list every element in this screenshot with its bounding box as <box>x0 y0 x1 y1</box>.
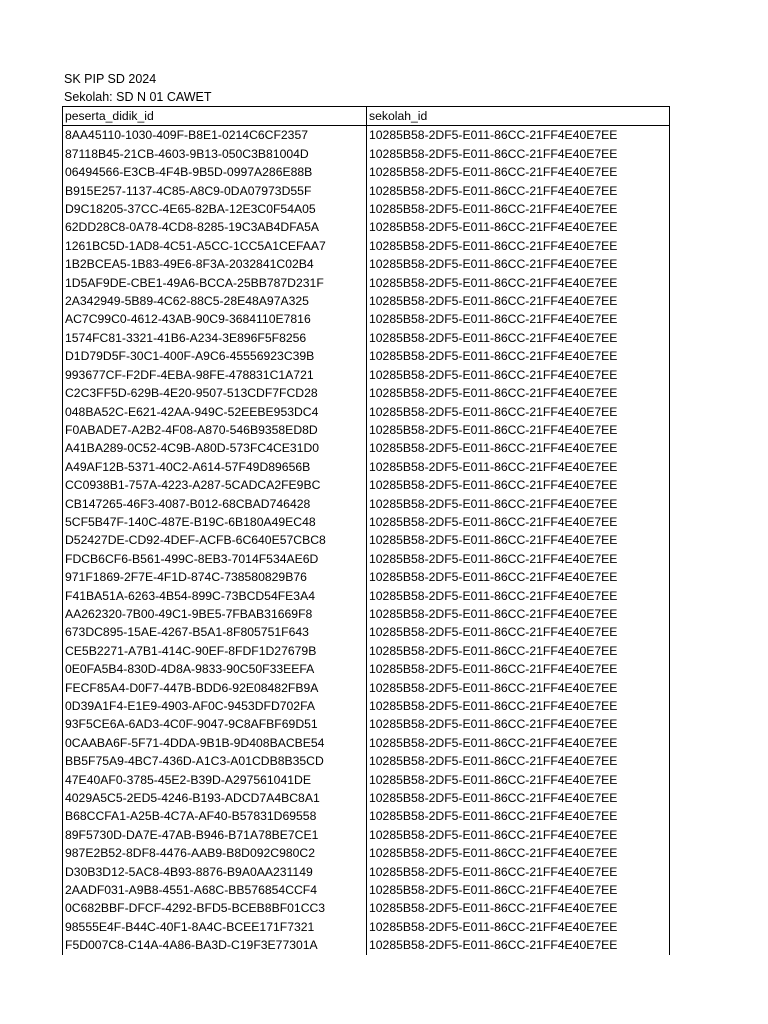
peserta-didik-id-cell: 048BA52C-E621-42AA-949C-52EEBE953DC4 <box>63 403 367 421</box>
peserta-didik-id-cell: 1261BC5D-1AD8-4C51-A5CC-1CC5A1CEFAA7 <box>63 237 367 255</box>
sekolah-id-cell: 10285B58-2DF5-E011-86CC-21FF4E40E7EE <box>367 918 670 936</box>
sekolah-id-cell: 10285B58-2DF5-E011-86CC-21FF4E40E7EE <box>367 826 670 844</box>
peserta-didik-id-cell: 1574FC81-3321-41B6-A234-3E896F5F8256 <box>63 329 367 347</box>
table-row <box>63 403 670 421</box>
table-row <box>63 310 670 328</box>
sekolah-id-cell: 10285B58-2DF5-E011-86CC-21FF4E40E7EE <box>367 623 670 641</box>
column-header-peserta-didik-id: peserta_didik_id <box>63 107 367 126</box>
table-row <box>63 476 670 494</box>
sekolah-id-cell: 10285B58-2DF5-E011-86CC-21FF4E40E7EE <box>367 679 670 697</box>
table-row <box>63 844 670 862</box>
peserta-didik-id-cell: 0E0FA5B4-830D-4D8A-9833-90C50F33EEFA <box>63 660 367 678</box>
sekolah-id-cell: 10285B58-2DF5-E011-86CC-21FF4E40E7EE <box>367 752 670 770</box>
sekolah-id-cell: 10285B58-2DF5-E011-86CC-21FF4E40E7EE <box>367 863 670 881</box>
peserta-didik-id-cell: CE5B2271-A7B1-414C-90EF-8FDF1D27679B <box>63 642 367 660</box>
peserta-didik-id-cell: C2C3FF5D-629B-4E20-9507-513CDF7FCD28 <box>63 384 367 402</box>
peserta-didik-id-cell: 673DC895-15AE-4267-B5A1-8F805751F643 <box>63 623 367 641</box>
sekolah-id-cell: 10285B58-2DF5-E011-86CC-21FF4E40E7EE <box>367 936 670 954</box>
table-row <box>63 679 670 697</box>
peserta-didik-id-cell: FDCB6CF6-B561-499C-8EB3-7014F534AE6D <box>63 550 367 568</box>
table-row <box>63 218 670 236</box>
table-row <box>63 126 670 145</box>
peserta-didik-id-cell: 971F1869-2F7E-4F1D-874C-738580829B76 <box>63 568 367 586</box>
peserta-didik-id-cell: 93F5CE6A-6AD3-4C0F-9047-9C8AFBF69D51 <box>63 715 367 733</box>
sekolah-id-cell: 10285B58-2DF5-E011-86CC-21FF4E40E7EE <box>367 789 670 807</box>
sekolah-id-cell: 10285B58-2DF5-E011-86CC-21FF4E40E7EE <box>367 642 670 660</box>
table-row <box>63 274 670 292</box>
sekolah-id-cell: 10285B58-2DF5-E011-86CC-21FF4E40E7EE <box>367 292 670 310</box>
peserta-didik-id-cell: 5CF5B47F-140C-487E-B19C-6B180A49EC48 <box>63 513 367 531</box>
sekolah-id-cell: 10285B58-2DF5-E011-86CC-21FF4E40E7EE <box>367 587 670 605</box>
sekolah-id-cell: 10285B58-2DF5-E011-86CC-21FF4E40E7EE <box>367 734 670 752</box>
peserta-didik-id-cell: 62DD28C8-0A78-4CD8-8285-19C3AB4DFA5A <box>63 218 367 236</box>
peserta-didik-id-cell: B915E257-1137-4C85-A8C9-0DA07973D55F <box>63 182 367 200</box>
sekolah-id-cell: 10285B58-2DF5-E011-86CC-21FF4E40E7EE <box>367 715 670 733</box>
sekolah-id-cell: 10285B58-2DF5-E011-86CC-21FF4E40E7EE <box>367 771 670 789</box>
table-row <box>63 863 670 881</box>
peserta-didik-id-cell: A49AF12B-5371-40C2-A614-57F49D89656B <box>63 458 367 476</box>
sekolah-id-cell: 10285B58-2DF5-E011-86CC-21FF4E40E7EE <box>367 881 670 899</box>
table-row <box>63 200 670 218</box>
table-row <box>63 439 670 457</box>
peserta-didik-id-cell: 47E40AF0-3785-45E2-B39D-A297561041DE <box>63 771 367 789</box>
document-page <box>62 70 682 955</box>
table-row <box>63 899 670 917</box>
table-row <box>63 237 670 255</box>
table-row <box>63 145 670 163</box>
peserta-didik-id-cell: 0C682BBF-DFCF-4292-BFD5-BCEB8BF01CC3 <box>63 899 367 917</box>
peserta-didik-id-cell: F41BA51A-6263-4B54-899C-73BCD54FE3A4 <box>63 587 367 605</box>
table-row <box>63 255 670 273</box>
sekolah-id-cell: 10285B58-2DF5-E011-86CC-21FF4E40E7EE <box>367 366 670 384</box>
peserta-didik-id-cell: CB147265-46F3-4087-B012-68CBAD746428 <box>63 495 367 513</box>
sekolah-id-cell: 10285B58-2DF5-E011-86CC-21FF4E40E7EE <box>367 495 670 513</box>
table-row <box>63 605 670 623</box>
peserta-didik-id-cell: 0CAABA6F-5F71-4DDA-9B1B-9D408BACBE54 <box>63 734 367 752</box>
table-row <box>63 182 670 200</box>
table-row <box>63 918 670 936</box>
peserta-didik-id-cell: 987E2B52-8DF8-4476-AAB9-B8D092C980C2 <box>63 844 367 862</box>
sekolah-id-cell: 10285B58-2DF5-E011-86CC-21FF4E40E7EE <box>367 899 670 917</box>
document-title: SK PIP SD 2024 <box>64 72 157 86</box>
peserta-didik-id-cell: 0D39A1F4-E1E9-4903-AF0C-9453DFD702FA <box>63 697 367 715</box>
peserta-didik-id-cell: D1D79D5F-30C1-400F-A9C6-45556923C39B <box>63 347 367 365</box>
peserta-didik-id-cell: 993677CF-F2DF-4EBA-98FE-478831C1A721 <box>63 366 367 384</box>
sekolah-id-cell: 10285B58-2DF5-E011-86CC-21FF4E40E7EE <box>367 568 670 586</box>
table-row <box>63 292 670 310</box>
peserta-didik-id-cell: 98555E4F-B44C-40F1-8A4C-BCEE171F7321 <box>63 918 367 936</box>
peserta-didik-id-cell: BB5F75A9-4BC7-436D-A1C3-A01CDB8B35CD <box>63 752 367 770</box>
sekolah-id-cell: 10285B58-2DF5-E011-86CC-21FF4E40E7EE <box>367 347 670 365</box>
sekolah-id-cell: 10285B58-2DF5-E011-86CC-21FF4E40E7EE <box>367 458 670 476</box>
sekolah-id-cell: 10285B58-2DF5-E011-86CC-21FF4E40E7EE <box>367 145 670 163</box>
table-row <box>63 568 670 586</box>
peserta-didik-id-cell: F5D007C8-C14A-4A86-BA3D-C19F3E77301A <box>63 936 367 954</box>
peserta-didik-id-cell: AC7C99C0-4612-43AB-90C9-3684110E7816 <box>63 310 367 328</box>
peserta-didik-id-cell: 4029A5C5-2ED5-4246-B193-ADCD7A4BC8A1 <box>63 789 367 807</box>
table-body <box>63 126 670 955</box>
table-row <box>63 623 670 641</box>
sekolah-id-cell: 10285B58-2DF5-E011-86CC-21FF4E40E7EE <box>367 255 670 273</box>
table-row <box>63 752 670 770</box>
table-row <box>63 458 670 476</box>
sekolah-id-cell: 10285B58-2DF5-E011-86CC-21FF4E40E7EE <box>367 476 670 494</box>
data-table <box>62 106 670 955</box>
table-row <box>63 697 670 715</box>
sekolah-id-cell: 10285B58-2DF5-E011-86CC-21FF4E40E7EE <box>367 807 670 825</box>
table-row <box>63 495 670 513</box>
sekolah-id-cell: 10285B58-2DF5-E011-86CC-21FF4E40E7EE <box>367 605 670 623</box>
table-row <box>63 936 670 954</box>
peserta-didik-id-cell: D52427DE-CD92-4DEF-ACFB-6C640E57CBC8 <box>63 531 367 549</box>
table-row <box>63 513 670 531</box>
table-row <box>63 384 670 402</box>
peserta-didik-id-cell: D9C18205-37CC-4E65-82BA-12E3C0F54A05 <box>63 200 367 218</box>
sekolah-id-cell: 10285B58-2DF5-E011-86CC-21FF4E40E7EE <box>367 660 670 678</box>
table-row <box>63 660 670 678</box>
sekolah-id-cell: 10285B58-2DF5-E011-86CC-21FF4E40E7EE <box>367 531 670 549</box>
sekolah-id-cell: 10285B58-2DF5-E011-86CC-21FF4E40E7EE <box>367 182 670 200</box>
peserta-didik-id-cell: FECF85A4-D0F7-447B-BDD6-92E08482FB9A <box>63 679 367 697</box>
sekolah-id-cell: 10285B58-2DF5-E011-86CC-21FF4E40E7EE <box>367 163 670 181</box>
sekolah-id-cell: 10285B58-2DF5-E011-86CC-21FF4E40E7EE <box>367 237 670 255</box>
table-row <box>63 163 670 181</box>
sekolah-id-cell: 10285B58-2DF5-E011-86CC-21FF4E40E7EE <box>367 421 670 439</box>
sekolah-id-cell: 10285B58-2DF5-E011-86CC-21FF4E40E7EE <box>367 550 670 568</box>
peserta-didik-id-cell: F0ABADE7-A2B2-4F08-A870-546B9358ED8D <box>63 421 367 439</box>
peserta-didik-id-cell: 1D5AF9DE-CBE1-49A6-BCCA-25BB787D231F <box>63 274 367 292</box>
table-row <box>63 347 670 365</box>
table-row <box>63 771 670 789</box>
sekolah-id-cell: 10285B58-2DF5-E011-86CC-21FF4E40E7EE <box>367 126 670 145</box>
table-row <box>63 366 670 384</box>
sekolah-id-cell: 10285B58-2DF5-E011-86CC-21FF4E40E7EE <box>367 218 670 236</box>
sekolah-id-cell: 10285B58-2DF5-E011-86CC-21FF4E40E7EE <box>367 200 670 218</box>
peserta-didik-id-cell: 2A342949-5B89-4C62-88C5-28E48A97A325 <box>63 292 367 310</box>
peserta-didik-id-cell: A41BA289-0C52-4C9B-A80D-573FC4CE31D0 <box>63 439 367 457</box>
table-row <box>63 531 670 549</box>
table-row <box>63 881 670 899</box>
table-row <box>63 550 670 568</box>
peserta-didik-id-cell: 1B2BCEA5-1B83-49E6-8F3A-2032841C02B4 <box>63 255 367 273</box>
sekolah-id-cell: 10285B58-2DF5-E011-86CC-21FF4E40E7EE <box>367 439 670 457</box>
peserta-didik-id-cell: 89F5730D-DA7E-47AB-B946-B71A78BE7CE1 <box>63 826 367 844</box>
table-row <box>63 789 670 807</box>
peserta-didik-id-cell: 2AADF031-A9B8-4551-A68C-BB576854CCF4 <box>63 881 367 899</box>
peserta-didik-id-cell: 8AA45110-1030-409F-B8E1-0214C6CF2357 <box>63 126 367 145</box>
sekolah-id-cell: 10285B58-2DF5-E011-86CC-21FF4E40E7EE <box>367 403 670 421</box>
table-row <box>63 329 670 347</box>
table-row <box>63 587 670 605</box>
sekolah-id-cell: 10285B58-2DF5-E011-86CC-21FF4E40E7EE <box>367 384 670 402</box>
table-header-row <box>63 107 670 126</box>
peserta-didik-id-cell: B68CCFA1-A25B-4C7A-AF40-B57831D69558 <box>63 807 367 825</box>
table-row <box>63 734 670 752</box>
sekolah-id-cell: 10285B58-2DF5-E011-86CC-21FF4E40E7EE <box>367 329 670 347</box>
sekolah-id-cell: 10285B58-2DF5-E011-86CC-21FF4E40E7EE <box>367 844 670 862</box>
sekolah-id-cell: 10285B58-2DF5-E011-86CC-21FF4E40E7EE <box>367 310 670 328</box>
peserta-didik-id-cell: 87118B45-21CB-4603-9B13-050C3B81004D <box>63 145 367 163</box>
table-row <box>63 421 670 439</box>
sekolah-id-cell: 10285B58-2DF5-E011-86CC-21FF4E40E7EE <box>367 513 670 531</box>
school-line: Sekolah: SD N 01 CAWET <box>64 90 212 104</box>
peserta-didik-id-cell: 06494566-E3CB-4F4B-9B5D-0997A286E88B <box>63 163 367 181</box>
peserta-didik-id-cell: AA262320-7B00-49C1-9BE5-7FBAB31669F8 <box>63 605 367 623</box>
sekolah-id-cell: 10285B58-2DF5-E011-86CC-21FF4E40E7EE <box>367 697 670 715</box>
table-row <box>63 715 670 733</box>
table-row <box>63 642 670 660</box>
table-row <box>63 807 670 825</box>
column-header-sekolah-id: sekolah_id <box>367 107 670 126</box>
table-row <box>63 826 670 844</box>
sekolah-id-cell: 10285B58-2DF5-E011-86CC-21FF4E40E7EE <box>367 274 670 292</box>
peserta-didik-id-cell: D30B3D12-5AC8-4B93-8876-B9A0AA231149 <box>63 863 367 881</box>
peserta-didik-id-cell: CC0938B1-757A-4223-A287-5CADCA2FE9BC <box>63 476 367 494</box>
